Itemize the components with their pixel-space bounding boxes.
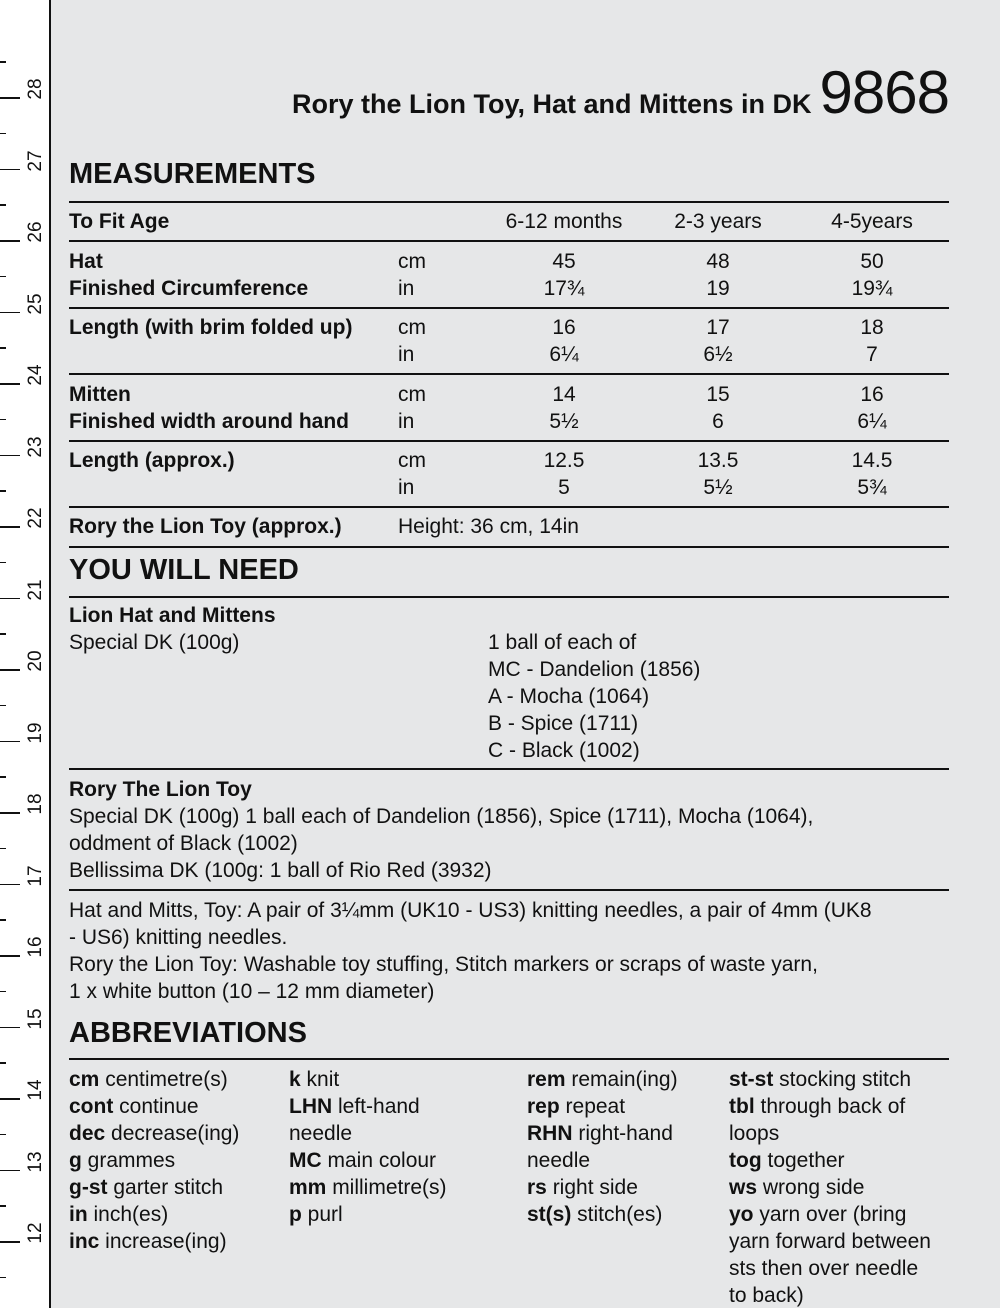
abbreviation-term: MC — [289, 1149, 322, 1172]
abbreviation-meaning: needle — [289, 1122, 353, 1145]
abbreviation-term: inc — [69, 1230, 100, 1253]
ruler-major-tick — [0, 383, 20, 385]
abbreviation-entry — [289, 1201, 447, 1228]
abbreviation-term: in — [69, 1203, 88, 1226]
unit-label: in — [398, 277, 415, 300]
abbreviation-term: mm — [289, 1176, 327, 1199]
ruler-major-tick — [0, 812, 20, 814]
pattern-title: Rory the Lion Toy, Hat and Mittens in DK — [292, 89, 812, 119]
ruler-major-tick — [0, 97, 20, 99]
abbreviation-meaning: through back of — [754, 1095, 906, 1118]
abbreviation-meaning: left-hand — [332, 1095, 420, 1118]
abbreviations-column — [527, 1066, 678, 1228]
abbreviation-meaning: stitch(es) — [571, 1203, 663, 1226]
measurement-value: 50 — [860, 250, 884, 273]
measurement-value: 6¼ — [857, 410, 887, 433]
ruler-major-tick — [0, 741, 20, 743]
measurement-value: 6 — [712, 410, 724, 433]
ruler-number: 16 — [25, 936, 46, 958]
ruler-major-tick — [0, 526, 20, 528]
ruler-number: 13 — [25, 1150, 46, 1173]
abbreviation-entry — [69, 1174, 239, 1201]
divider — [69, 201, 949, 203]
ruler-major-tick — [0, 1170, 20, 1172]
measurement-value: 16 — [552, 316, 576, 339]
yarn-detail: B - Spice (1711) — [488, 712, 639, 735]
abbreviation-meaning: sts then over needle — [729, 1257, 919, 1280]
abbreviation-entry — [69, 1120, 239, 1147]
abbreviation-term: st(s) — [527, 1203, 572, 1226]
measurement-value: 48 — [706, 250, 730, 273]
abbreviation-meaning: yarn forward between — [729, 1230, 931, 1253]
ruler-number: 23 — [25, 435, 46, 458]
hat-mittens-yarn: Special DK (100g) — [69, 631, 240, 654]
needles-line: Rory the Lion Toy: Washable toy stuffing, Stitch markers or scraps of waste yarn, — [69, 953, 818, 976]
measurement-value: 14 — [552, 383, 576, 406]
ruler-major-tick — [0, 240, 20, 242]
ruler-minor-tick — [0, 919, 6, 921]
abbreviation-term: g — [69, 1149, 82, 1172]
ruler-minor-tick — [0, 1134, 6, 1136]
hat-mittens-title: Lion Hat and Mittens — [69, 604, 276, 627]
yarn-detail: A - Mocha (1064) — [488, 685, 650, 708]
abbreviations-column — [69, 1066, 239, 1255]
abbreviation-entry — [289, 1120, 447, 1147]
ruler-number: 20 — [25, 650, 46, 672]
measurement-value: 19¾ — [851, 277, 893, 300]
measurement-value: 16 — [860, 383, 884, 406]
abbreviations-column — [289, 1066, 447, 1228]
needles-line: - US6) knitting needles. — [69, 926, 288, 949]
abbreviation-entry — [729, 1120, 931, 1147]
ruler-minor-tick — [0, 347, 6, 349]
toy-yarn-line: Special DK (100g) 1 ball each of Dandelion (1856), Spice (1711), Mocha (1064), — [69, 805, 814, 828]
measurement-value: 17¾ — [543, 277, 585, 300]
unit-label: in — [398, 410, 415, 433]
divider — [69, 1058, 949, 1060]
abbreviation-term: st-st — [729, 1068, 774, 1091]
abbreviation-entry — [527, 1066, 678, 1093]
abbreviation-entry — [289, 1147, 447, 1174]
toy-yarn-line: oddment of Black (1002) — [69, 832, 298, 855]
hat-label: Hat — [69, 250, 103, 273]
ruler-minor-tick — [0, 991, 6, 993]
abbreviation-entry — [729, 1174, 931, 1201]
abbreviation-meaning: loops — [729, 1122, 780, 1145]
ruler-minor-tick — [0, 133, 6, 135]
mitten-length-label: Length (approx.) — [69, 449, 235, 472]
abbreviation-term: yo — [729, 1203, 754, 1226]
unit-label: cm — [398, 316, 426, 339]
measurement-value: 12.5 — [543, 449, 585, 472]
ruler-minor-tick — [0, 562, 6, 564]
abbreviation-term: cm — [69, 1068, 100, 1091]
abbreviation-meaning: main colour — [321, 1149, 437, 1172]
yarn-detail: MC - Dandelion (1856) — [488, 658, 701, 681]
size-header: 2-3 years — [674, 210, 762, 233]
unit-label: in — [398, 476, 415, 499]
abbreviation-meaning: knit — [300, 1068, 340, 1091]
divider — [69, 240, 949, 242]
abbreviation-meaning: decrease(ing) — [105, 1122, 240, 1145]
ruler-number: 26 — [25, 221, 46, 243]
abbreviation-meaning: to back) — [729, 1284, 804, 1307]
ruler-minor-tick — [0, 490, 6, 492]
yarn-detail: C - Black (1002) — [488, 739, 640, 762]
abbreviation-meaning: together — [761, 1149, 845, 1172]
ruler-major-tick — [0, 1098, 20, 1100]
ruler-number: 12 — [25, 1222, 46, 1244]
abbreviation-entry — [527, 1120, 678, 1147]
needles-line: Hat and Mitts, Toy: A pair of 3¼mm (UK10 - US3) knitting needles, a pair of 4mm (UK8 — [69, 899, 872, 922]
abbreviation-meaning: right-hand — [572, 1122, 673, 1145]
ruler-number: 15 — [25, 1007, 46, 1030]
abbreviation-entry — [69, 1093, 239, 1120]
toy-yarn-line: Bellissima DK (100g: 1 ball of Rio Red (3932) — [69, 859, 492, 882]
hat-length-label: Length (with brim folded up) — [69, 316, 353, 339]
ruler-major-tick — [0, 598, 20, 600]
measurement-value: 7 — [866, 343, 878, 366]
measurement-value: 19 — [706, 277, 730, 300]
measurement-value: 5¾ — [857, 476, 887, 499]
measurement-value: 5½ — [549, 410, 579, 433]
title-row — [69, 58, 949, 127]
measurement-value: 45 — [552, 250, 576, 273]
divider — [69, 440, 949, 442]
abbreviation-entry — [729, 1255, 931, 1282]
yarn-detail: 1 ball of each of — [488, 631, 637, 654]
unit-label: cm — [398, 449, 426, 472]
abbreviation-entry — [289, 1174, 447, 1201]
abbreviation-entry — [527, 1147, 678, 1174]
ruler-major-tick — [0, 955, 20, 957]
abbreviation-meaning: wrong side — [757, 1176, 865, 1199]
ruler-number: 19 — [25, 721, 46, 744]
toy-size-value: Height: 36 cm, 14in — [398, 515, 579, 538]
abbreviation-entry — [729, 1201, 931, 1228]
ruler-major-tick — [0, 1027, 20, 1029]
abbreviation-entry — [289, 1093, 447, 1120]
needles-line: 1 x white button (10 – 12 mm diameter) — [69, 980, 435, 1003]
ruler-major-tick — [0, 312, 20, 314]
ruler-major-tick — [0, 884, 20, 886]
measuring-ruler — [0, 0, 51, 1308]
abbreviation-meaning: purl — [301, 1203, 343, 1226]
abbreviation-term: tbl — [729, 1095, 755, 1118]
abbreviation-meaning: remain(ing) — [565, 1068, 678, 1091]
abbreviation-entry — [729, 1093, 931, 1120]
ruler-minor-tick — [0, 1062, 6, 1064]
size-header: 4-5years — [831, 210, 913, 233]
measurements-heading: MEASUREMENTS — [69, 158, 316, 190]
abbreviation-term: dec — [69, 1122, 106, 1145]
ruler-number: 24 — [25, 364, 46, 386]
ruler-minor-tick — [0, 705, 6, 707]
size-header: 6-12 months — [505, 210, 623, 233]
measurement-value: 5 — [558, 476, 570, 499]
abbreviation-meaning: stocking stitch — [773, 1068, 912, 1091]
hat-sublabel: Finished Circumference — [69, 277, 309, 300]
mitten-label: Mitten — [69, 383, 131, 406]
ruler-minor-tick — [0, 633, 6, 635]
ruler-minor-tick — [0, 61, 6, 63]
ruler-number: 28 — [25, 78, 46, 100]
abbreviation-entry — [729, 1228, 931, 1255]
ruler-minor-tick — [0, 1277, 6, 1279]
measurement-value: 13.5 — [697, 449, 739, 472]
abbreviation-meaning: yarn over (bring — [753, 1203, 907, 1226]
divider — [69, 889, 949, 891]
ruler-number: 22 — [25, 507, 46, 529]
measurement-value: 17 — [706, 316, 730, 339]
ruler-minor-tick — [0, 848, 6, 850]
divider — [69, 768, 949, 770]
divider — [69, 307, 949, 309]
abbreviation-meaning: grammes — [81, 1149, 176, 1172]
ruler-minor-tick — [0, 419, 6, 421]
ruler-minor-tick — [0, 1205, 6, 1207]
unit-label: cm — [398, 383, 426, 406]
abbreviation-meaning: millimetre(s) — [326, 1176, 447, 1199]
you-will-need-heading: YOU WILL NEED — [69, 554, 299, 586]
abbreviation-meaning: right side — [546, 1176, 638, 1199]
abbreviation-term: rs — [527, 1176, 547, 1199]
ruler-number: 25 — [25, 292, 46, 315]
ruler-number: 17 — [25, 864, 46, 887]
abbreviation-entry — [729, 1066, 931, 1093]
abbreviation-term: k — [289, 1068, 301, 1091]
fit-age-label: To Fit Age — [69, 210, 170, 233]
abbreviation-entry — [69, 1066, 239, 1093]
abbreviation-term: g-st — [69, 1176, 108, 1199]
abbreviation-entry — [527, 1093, 678, 1120]
ruler-major-tick — [0, 169, 20, 171]
abbreviation-entry — [729, 1282, 931, 1308]
measurement-value: 5½ — [703, 476, 733, 499]
abbreviations-column — [729, 1066, 931, 1308]
ruler-minor-tick — [0, 776, 6, 778]
abbreviation-entry — [289, 1066, 447, 1093]
measurement-value: 18 — [860, 316, 884, 339]
ruler-major-tick — [0, 669, 20, 671]
abbreviation-entry — [527, 1201, 678, 1228]
divider — [69, 373, 949, 375]
measurement-value: 14.5 — [851, 449, 893, 472]
abbreviation-term: rem — [527, 1068, 566, 1091]
abbreviation-term: RHN — [527, 1122, 573, 1145]
unit-label: cm — [398, 250, 426, 273]
abbreviation-term: p — [289, 1203, 302, 1226]
measurement-value: 6½ — [703, 343, 733, 366]
abbreviation-meaning: needle — [527, 1149, 591, 1172]
abbreviations-heading: ABBREVIATIONS — [69, 1017, 307, 1049]
abbreviation-entry — [69, 1147, 239, 1174]
abbreviation-meaning: continue — [113, 1095, 199, 1118]
abbreviation-meaning: repeat — [559, 1095, 626, 1118]
divider — [69, 596, 949, 598]
abbreviation-meaning: garter stitch — [107, 1176, 224, 1199]
abbreviation-meaning: increase(ing) — [99, 1230, 227, 1253]
abbreviation-entry — [527, 1174, 678, 1201]
ruler-minor-tick — [0, 276, 6, 278]
mitten-sublabel: Finished width around hand — [69, 410, 349, 433]
ruler-number: 21 — [25, 578, 46, 601]
abbreviation-term: rep — [527, 1095, 560, 1118]
toy-title: Rory The Lion Toy — [69, 778, 252, 801]
toy-size-label: Rory the Lion Toy (approx.) — [69, 515, 342, 538]
divider — [69, 506, 949, 508]
abbreviation-meaning: inch(es) — [87, 1203, 169, 1226]
abbreviation-entry — [729, 1147, 931, 1174]
unit-label: in — [398, 343, 415, 366]
abbreviation-term: LHN — [289, 1095, 333, 1118]
abbreviation-term: tog — [729, 1149, 762, 1172]
ruler-major-tick — [0, 1241, 20, 1243]
ruler-number: 18 — [25, 793, 46, 815]
measurement-value: 6¼ — [549, 343, 579, 366]
abbreviation-term: cont — [69, 1095, 114, 1118]
divider — [69, 546, 949, 548]
ruler-minor-tick — [0, 204, 6, 206]
pattern-number: 9868 — [819, 59, 949, 126]
measurement-value: 15 — [706, 383, 730, 406]
abbreviation-entry — [69, 1201, 239, 1228]
abbreviation-entry — [69, 1228, 239, 1255]
abbreviation-meaning: centimetre(s) — [99, 1068, 228, 1091]
ruler-number: 14 — [25, 1079, 46, 1101]
abbreviation-term: ws — [729, 1176, 758, 1199]
ruler-number: 27 — [25, 149, 46, 172]
ruler-major-tick — [0, 455, 20, 457]
